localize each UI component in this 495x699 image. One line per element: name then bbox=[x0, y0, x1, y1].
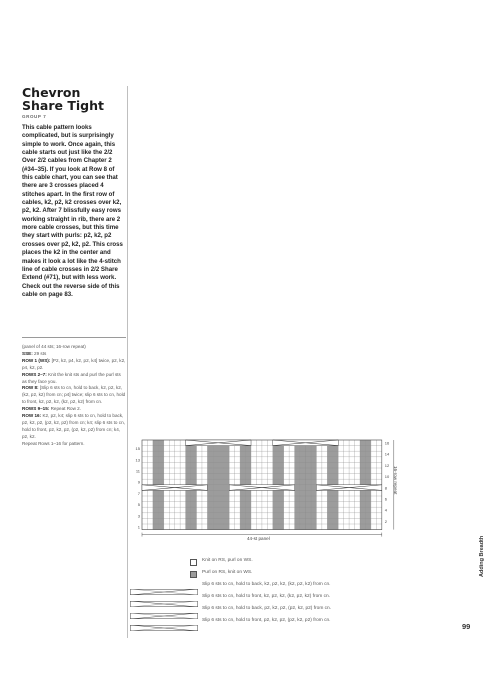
row-number-right: 8 bbox=[384, 485, 388, 491]
row-number-right: 12 bbox=[384, 462, 390, 468]
cable-6-6-rpc-icon bbox=[130, 606, 198, 612]
group-label: GROUP 7 bbox=[22, 114, 47, 119]
row-number-right: 4 bbox=[384, 507, 388, 513]
row-number-left: 3 bbox=[137, 513, 140, 519]
row-number-right: 10 bbox=[384, 474, 390, 480]
row-number-right: 14 bbox=[384, 451, 390, 457]
repeat-note: Repeat Rows 1–16 for pattern. bbox=[22, 440, 85, 446]
row-number-left: 1 bbox=[137, 524, 140, 530]
row-16: ROW 16: K2, p2, k4; slip 6 sts to cn, hold to back, p2, k2, p2, (p2, k2, p2) from cn; k4; slip 6 sts to cn, hold to front, p2, k2, p2, (p2, k2, p2) from cn; k4, p2, k2. bbox=[22, 413, 125, 439]
pattern-title bbox=[22, 86, 132, 112]
row-number-left: 5 bbox=[137, 502, 140, 508]
row-number-left: 13 bbox=[135, 457, 140, 463]
rows-9-15: ROWS 9–15: Repeat Row 2. bbox=[22, 406, 81, 412]
section-title: Adding Breadth bbox=[479, 535, 485, 577]
panel-info: (panel of 44 sts; 16-row repeat) bbox=[22, 344, 86, 349]
sse-line: SSE: 29 sts bbox=[22, 350, 47, 356]
page-number: 99 bbox=[462, 622, 471, 631]
row-number-right: 2 bbox=[384, 518, 388, 524]
legend-text: Knit on RS, purl on WS. bbox=[202, 558, 253, 563]
row-8: ROW 8: [Slip 6 sts to cn, hold to back, k2, p2, k2, (k2, p2, k2) from cn; p4] twice; slip 6 sts to cn, hold to front, k2, p2, k2, (k2, p2, k2) from cn. bbox=[22, 385, 126, 405]
divider bbox=[22, 337, 126, 338]
column-divider bbox=[127, 86, 128, 638]
legend-text: Purl on RS, knit on WS. bbox=[202, 570, 253, 575]
row-number-left: 9 bbox=[137, 479, 140, 485]
cable-6-6-lpc-icon bbox=[130, 618, 198, 624]
legend-text: Slip 6 sts to cn, hold to back, p2, k2, p2, (p2, k2, p2) from cn. bbox=[202, 606, 332, 611]
row-number-left: 7 bbox=[137, 490, 140, 496]
title-line-1: Chevron bbox=[22, 85, 81, 100]
legend-text: Slip 6 sts to cn, hold to front, k2, p2, k2, (k2, p2, k2) from cn. bbox=[202, 594, 330, 599]
row-1: ROW 1 (WS): [P2, k2, p4, k2, p2, k4] twice, p2, k2, p4, k2, p2. bbox=[22, 357, 126, 370]
cable-6-6-rc-icon bbox=[130, 582, 198, 588]
rows-2-7: ROWS 2–7: Knit the knit sts and purl the purl sts as they face you. bbox=[22, 371, 121, 384]
row-repeat-label: 16-row repeat bbox=[393, 466, 398, 495]
row-number-right: 16 bbox=[384, 440, 390, 446]
row-number-left: 15 bbox=[135, 446, 140, 452]
row-number-right: 6 bbox=[384, 496, 388, 502]
title-line-2: Share Tight bbox=[22, 98, 104, 113]
purl-square-icon bbox=[190, 571, 197, 578]
intro-paragraph: This cable pattern looks complicated, but is surprisingly simple to work. Once again, this cable starts out just like the 2/2 Over 2/2 cables from Chapter 2 (#34–35). If you look at Row 8 of this cable chart, you can see that there are 3 crosses placed 4 stitches apart. In the first row of cables, k2, p2, k2 crosses over k2, p2, k2. After 7 blissfully easy rows working straight in rib, there are 2 more cable crosses, but this time they start with purls: p2, k2, p2 crosses over p2, k2, p2. This cross places the k2 in the center and makes it look a lot like the 4-stitch line of cable crosses in 2/2 Share Extend (#71), but with less work. Check out the reverse side of this cable on page 83. bbox=[22, 124, 123, 298]
knit-square-icon bbox=[190, 559, 197, 566]
legend-text: Slip 6 sts to cn, hold to back, k2, p2, k2, (k2, p2, k2) from cn. bbox=[202, 582, 331, 587]
legend-text: Slip 6 sts to cn, hold to front, p2, k2, p2, (p2, k2, p2) from cn. bbox=[202, 618, 331, 623]
pattern-instructions bbox=[22, 344, 126, 448]
cable-chart bbox=[130, 437, 400, 537]
cable-6-6-lc-icon bbox=[130, 594, 198, 600]
panel-width-label: 44-st panel bbox=[247, 536, 270, 541]
row-number-left: 11 bbox=[135, 468, 140, 474]
